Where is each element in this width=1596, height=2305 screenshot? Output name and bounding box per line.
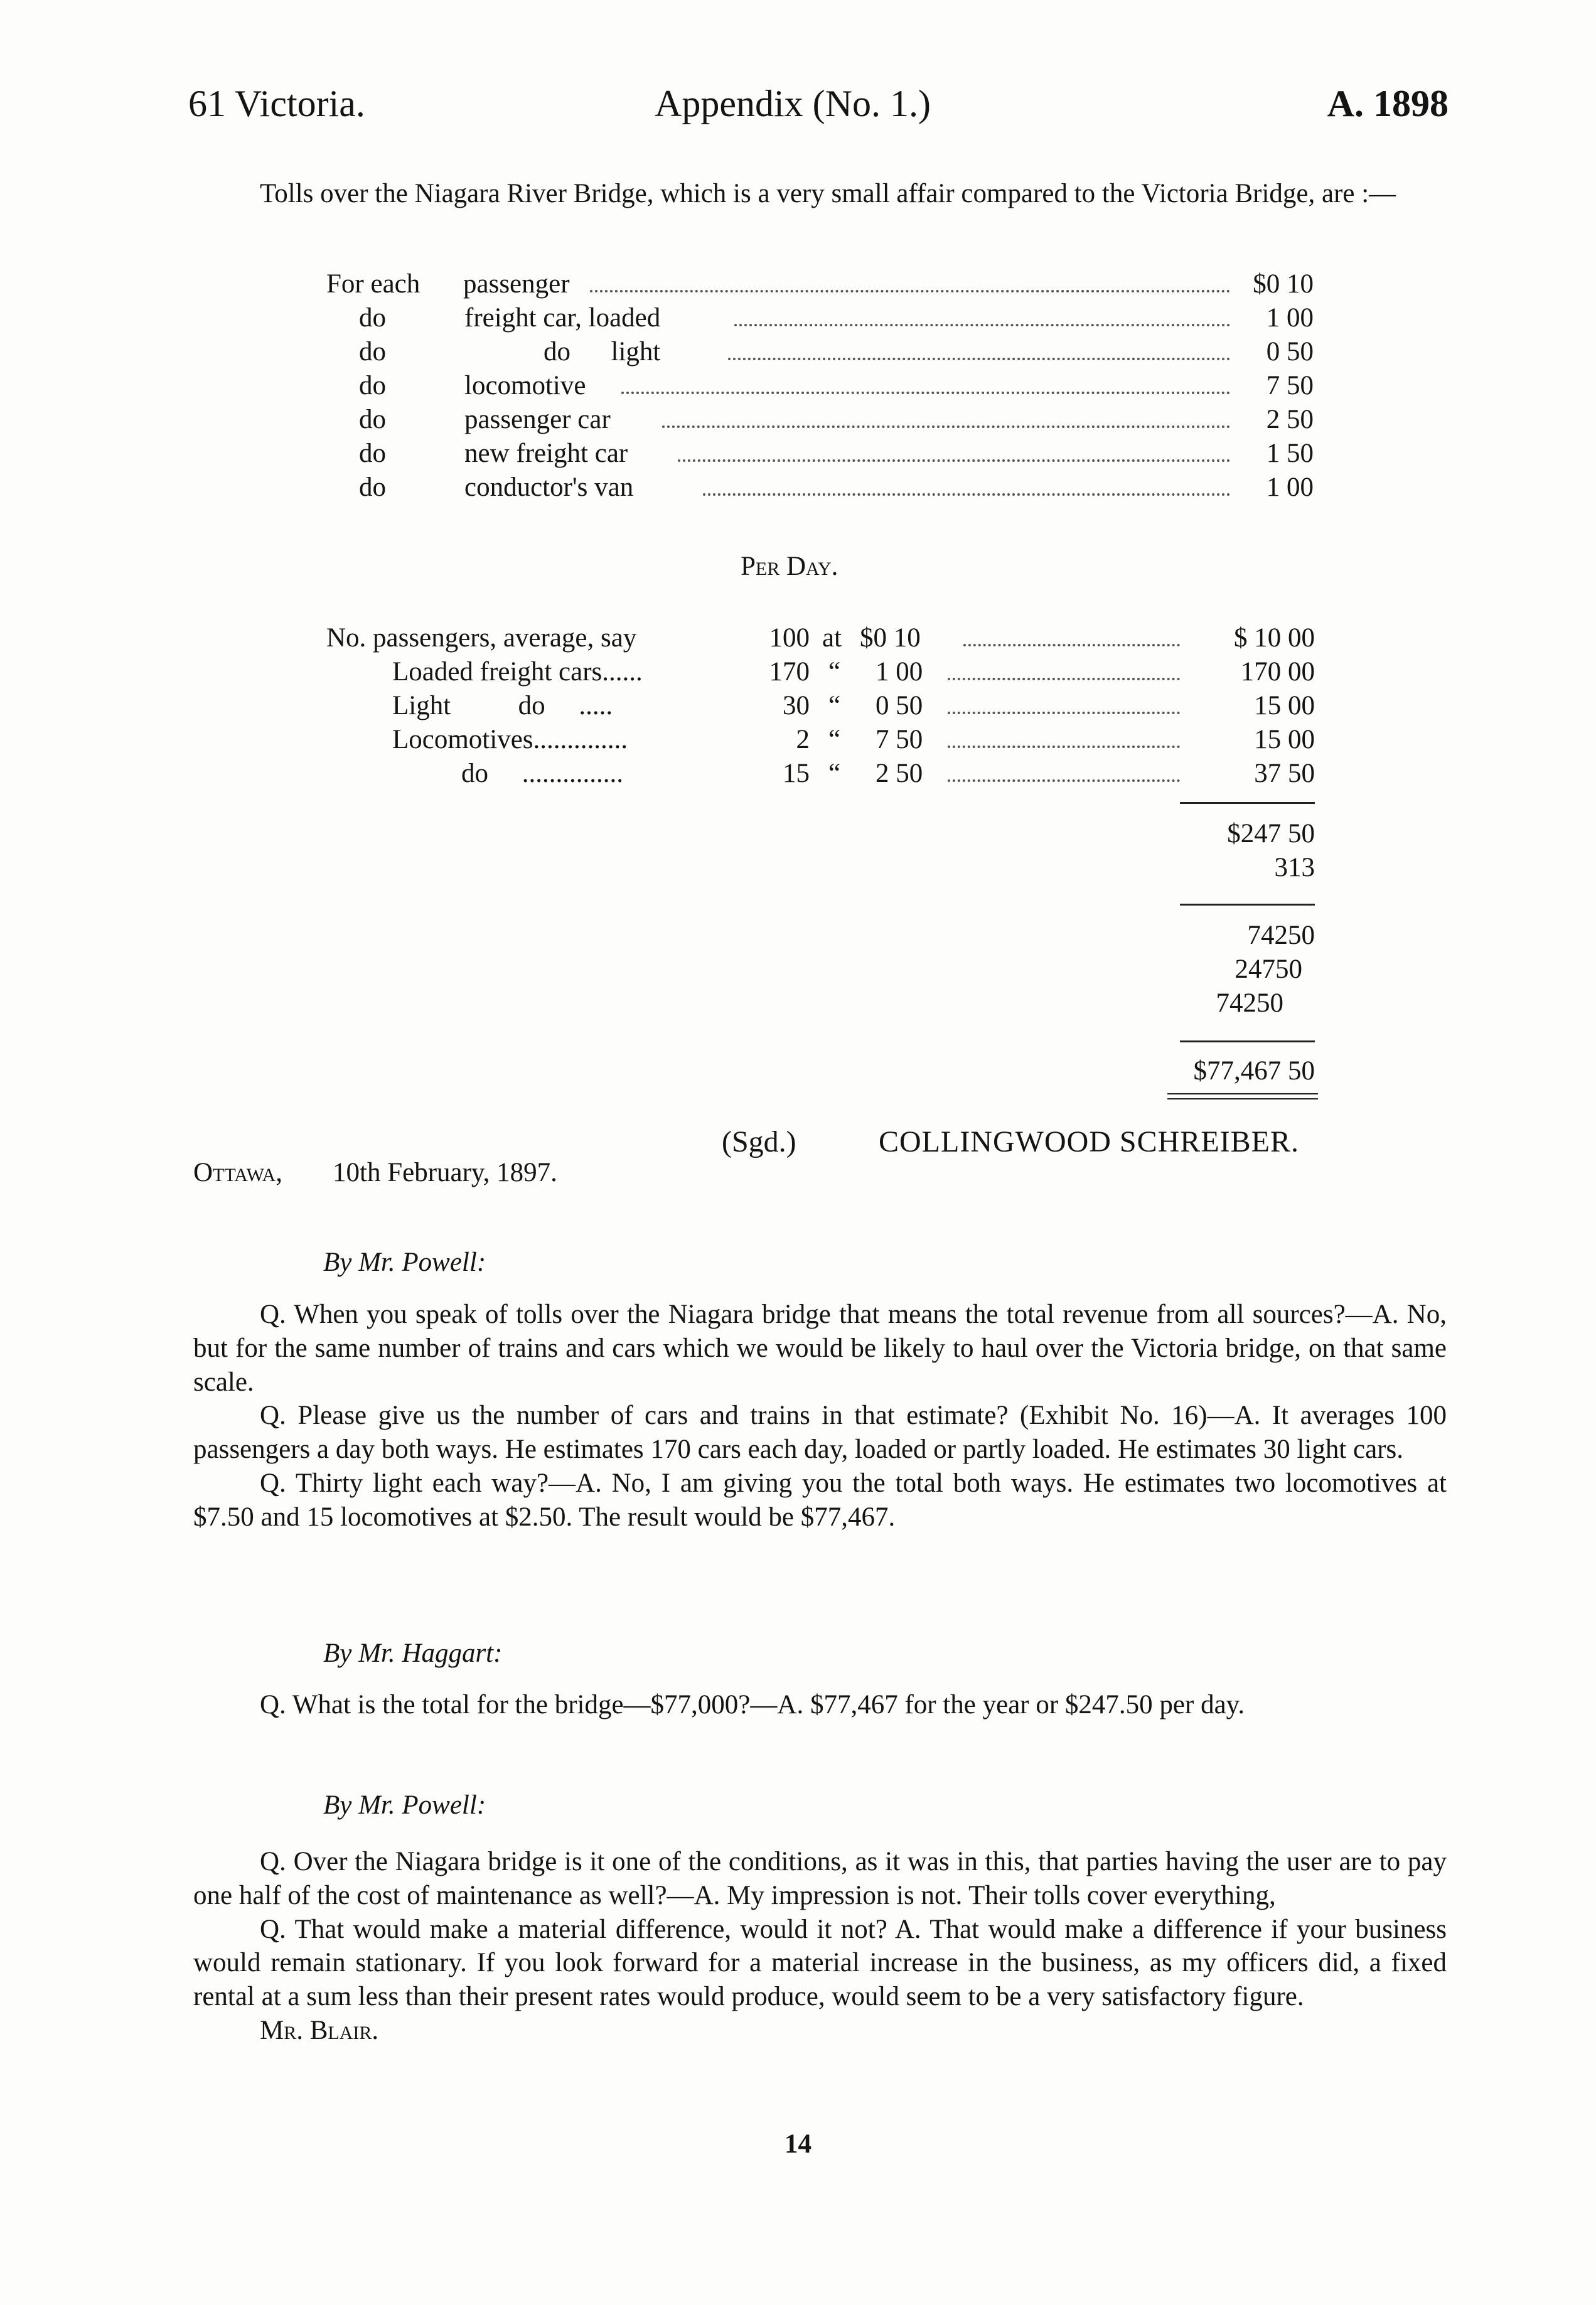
per-day-total: $ 10 00 bbox=[1234, 623, 1315, 653]
toll-amount: 2 50 bbox=[1266, 405, 1314, 434]
leader-dots bbox=[948, 689, 1180, 714]
per-day-rate: 1 00 bbox=[876, 657, 923, 687]
toll-item: passenger car bbox=[464, 405, 611, 434]
speaker-name: Mr. Blair. bbox=[260, 2015, 379, 2045]
toll-amount: $0 10 bbox=[1253, 269, 1314, 299]
testimony-paragraph bbox=[193, 1688, 1447, 1722]
toll-row bbox=[326, 335, 1314, 369]
toll-row bbox=[326, 437, 1314, 471]
per-day-label: Light do ..... bbox=[392, 691, 613, 720]
toll-amount: 1 50 bbox=[1266, 439, 1314, 468]
leader-dots bbox=[662, 403, 1230, 428]
per-day-at: “ bbox=[828, 691, 841, 720]
toll-amount: 1 00 bbox=[1266, 473, 1314, 502]
toll-row bbox=[326, 471, 1314, 505]
toll-item: locomotive bbox=[464, 371, 586, 400]
signature-date: 10th February, 1897. bbox=[333, 1158, 557, 1187]
per-day-total: 15 00 bbox=[1254, 691, 1315, 720]
signature-place: Ottawa, bbox=[193, 1158, 282, 1187]
per-day-label: No. passengers, average, say bbox=[326, 623, 637, 653]
toll-row bbox=[326, 301, 1314, 335]
toll-prefix: do bbox=[359, 303, 386, 333]
partial-product: 24750 bbox=[1234, 955, 1302, 984]
per-day-label: Locomotives.............. bbox=[392, 725, 628, 754]
speaker-heading: By Mr. Powell: bbox=[323, 1248, 486, 1277]
per-day-label: do ............... bbox=[461, 759, 623, 788]
leader-dots bbox=[734, 301, 1230, 326]
per-day-count: 100 bbox=[769, 623, 810, 653]
toll-row bbox=[326, 403, 1314, 437]
per-day-count: 2 bbox=[796, 725, 810, 754]
product-rule bbox=[1180, 904, 1315, 906]
testimony-paragraph bbox=[193, 1298, 1447, 1534]
toll-row bbox=[326, 369, 1314, 403]
sum-rule bbox=[1180, 802, 1315, 804]
per-day-total: 15 00 bbox=[1254, 725, 1315, 754]
leader-dots bbox=[590, 267, 1230, 292]
toll-prefix: For each bbox=[326, 269, 420, 299]
leader-dots bbox=[948, 723, 1180, 748]
speaker-heading: By Mr. Haggart: bbox=[323, 1639, 503, 1668]
toll-amount: 7 50 bbox=[1266, 371, 1314, 400]
per-day-count: 30 bbox=[783, 691, 810, 720]
toll-item: new freight car bbox=[464, 439, 628, 468]
toll-prefix: do bbox=[359, 371, 386, 400]
per-day-label: Loaded freight cars...... bbox=[392, 657, 643, 687]
speaker-heading: By Mr. Powell: bbox=[323, 1790, 486, 1820]
total-rule bbox=[1180, 1040, 1315, 1042]
toll-item: conductor's van bbox=[464, 473, 634, 502]
toll-prefix: do bbox=[359, 405, 386, 434]
per-day-total: 170 00 bbox=[1240, 657, 1315, 687]
sgd-mark: (Sgd.) bbox=[722, 1125, 796, 1158]
running-head-right: A. 1898 bbox=[1327, 83, 1449, 124]
per-day-at: “ bbox=[828, 657, 841, 687]
testimony-text: Q. Thirty light each way?—A. No, I am giving you the total both ways. He estimates two locomotives at $7.50 and 15 locomotives at $2.50. The result would be $77,467. bbox=[193, 1468, 1447, 1532]
per-day-count: 170 bbox=[769, 657, 810, 687]
per-day-heading: Per Day. bbox=[741, 552, 838, 581]
partial-product: 74250 bbox=[1247, 921, 1315, 950]
leader-dots bbox=[963, 621, 1180, 646]
testimony-paragraph bbox=[193, 1845, 1447, 2048]
leader-dots bbox=[948, 757, 1180, 782]
leader-dots bbox=[728, 335, 1230, 360]
testimony-text: Q. Please give us the number of cars and trains in that estimate? (Exhibit No. 16)—A. It averages 100 passengers a day both ways. He estimates 170 cars each day, loaded or partly loaded. He estimates 30 light cars. bbox=[193, 1401, 1447, 1464]
double-rule-top bbox=[1167, 1093, 1318, 1094]
per-day-rate: 0 50 bbox=[876, 691, 923, 720]
testimony-text: Q. When you speak of tolls over the Niagara bridge that means the total revenue from all sources?—A. No, but for the same number of trains and cars which we would be likely to haul over the Victoria bridge, on that same scale. bbox=[193, 1300, 1447, 1397]
toll-amount: 0 50 bbox=[1266, 337, 1314, 366]
toll-prefix: do bbox=[359, 439, 386, 468]
running-head-left: 61 Victoria. bbox=[188, 83, 365, 124]
intro-paragraph bbox=[193, 177, 1447, 211]
toll-item: do light bbox=[544, 337, 661, 366]
toll-item: passenger bbox=[463, 269, 570, 299]
toll-row bbox=[326, 267, 1314, 301]
grand-total: $77,467 50 bbox=[1193, 1056, 1315, 1086]
intro-text: Tolls over the Niagara River Bridge, which is a very small affair compared to the Victoria Bridge, are :— bbox=[260, 179, 1396, 208]
toll-item: freight car, loaded bbox=[464, 303, 661, 333]
per-day-sum: $247 50 bbox=[1227, 819, 1315, 848]
per-day-total: 37 50 bbox=[1254, 759, 1315, 788]
per-day-at: “ bbox=[828, 725, 841, 754]
toll-amount: 1 00 bbox=[1266, 303, 1314, 333]
testimony-text: Q. Over the Niagara bridge is it one of the conditions, as it was in this, that parties having the user are to pay one half of the cost of maintenance as well?—A. My impression is not. Their tolls cover everything, bbox=[193, 1847, 1447, 1910]
per-day-at: at bbox=[822, 623, 842, 653]
leader-dots bbox=[678, 437, 1230, 462]
toll-prefix: do bbox=[359, 337, 386, 366]
leader-dots bbox=[621, 369, 1230, 394]
page-number: 14 bbox=[785, 2129, 811, 2159]
per-day-rate: 7 50 bbox=[876, 725, 923, 754]
multiplier: 313 bbox=[1274, 853, 1315, 882]
running-head-center: Appendix (No. 1.) bbox=[655, 83, 931, 124]
per-day-at: “ bbox=[828, 759, 841, 788]
double-rule-bottom bbox=[1167, 1098, 1318, 1099]
toll-prefix: do bbox=[359, 473, 386, 502]
per-day-rate: $0 10 bbox=[860, 623, 921, 653]
signatory-name: COLLINGWOOD SCHREIBER. bbox=[879, 1125, 1299, 1158]
partial-product: 74250 bbox=[1216, 988, 1283, 1018]
per-day-rate: 2 50 bbox=[876, 759, 923, 788]
testimony-text: Q. That would make a material difference, would it not? A. That would make a difference if your business would remain stationary. If you look forward for a material increase in the business, as my officers did, a fixed rental at a sum less than their present rates would produce, would seem to be a very satisfactory figure. bbox=[193, 1914, 1447, 2011]
leader-dots bbox=[703, 471, 1230, 496]
per-day-count: 15 bbox=[783, 759, 810, 788]
leader-dots bbox=[948, 655, 1180, 680]
testimony-text: Q. What is the total for the bridge—$77,000?—A. $77,467 for the year or $247.50 per day. bbox=[260, 1690, 1245, 1719]
